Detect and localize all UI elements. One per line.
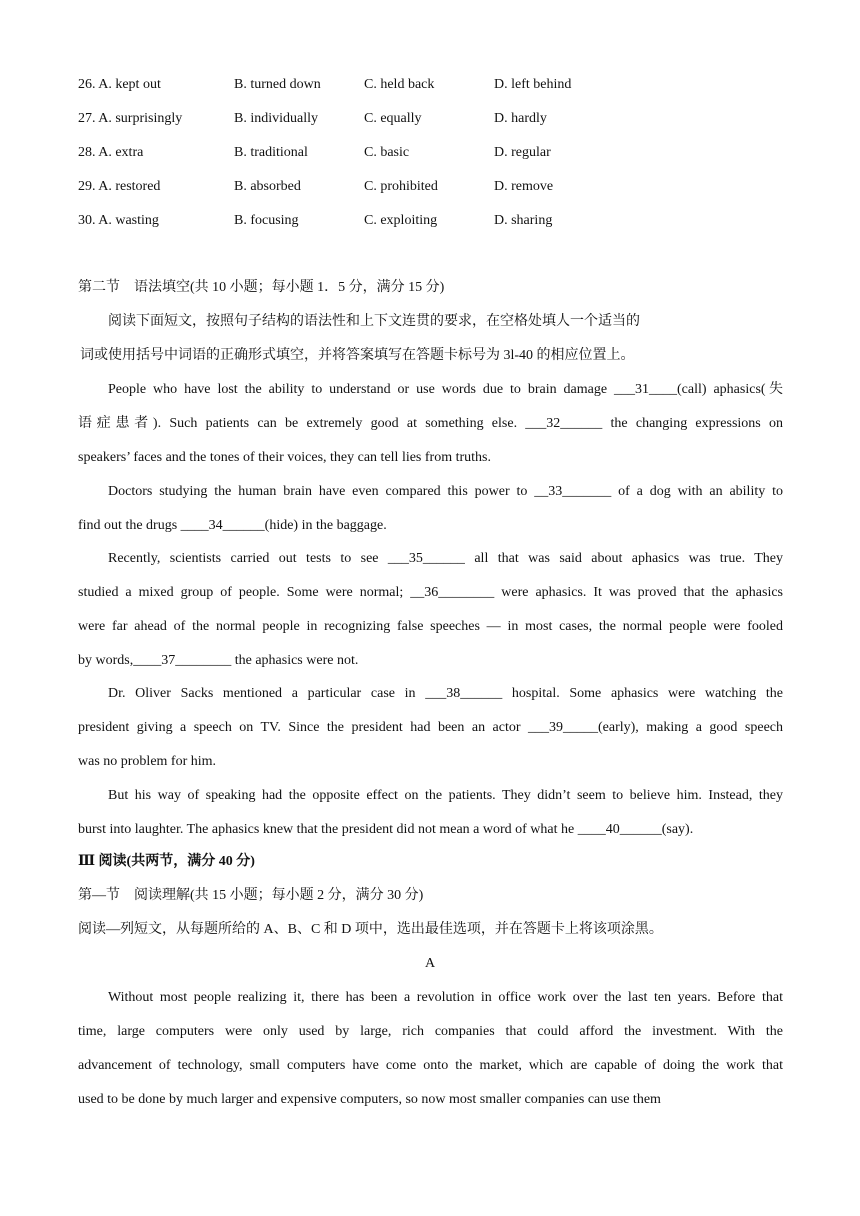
- option-c: C. equally: [364, 111, 422, 126]
- option-c: C. held back: [364, 77, 435, 92]
- option-d: D. hardly: [494, 111, 547, 126]
- question-30-options: [78, 211, 638, 231]
- passage-line: People who have lost the ability to understand or use words due to brain damage ___31____(call) aphasics(失: [108, 382, 783, 397]
- option-c: C. prohibited: [364, 179, 438, 194]
- option-d: D. sharing: [494, 213, 553, 228]
- section-2-instruction-line-1: 阅读下面短文，按照句子结构的语法性和上下文连贯的要求，在空格处填人一个适当的: [108, 314, 640, 329]
- passage-a-line: advancement of technology, small computers have come onto the market, which are capable of doing the work that: [78, 1058, 783, 1073]
- option-a: 30. A. wasting: [78, 213, 159, 228]
- question-29-options: [78, 177, 638, 197]
- passage-a-line: Without most people realizing it, there has been a revolution in office work over the last ten years. Before that: [108, 990, 783, 1005]
- passage-line: But his way of speaking had the opposite effect on the patients. They didn’t seem to believe him. Instead, they: [108, 788, 783, 803]
- option-d: D. regular: [494, 145, 551, 160]
- section-2-heading: 第二节 语法填空(共 10 小题；每小题 1．5 分，满分 15 分): [78, 280, 445, 295]
- passage-line: burst into laughter. The aphasics knew that the president did not mean a word of what he ____40______(say).: [78, 822, 694, 837]
- part-3-instruction: 阅读—列短文，从每题所给的 A、B、C 和 D 项中，选出最佳选项，并在答题卡上将该项涂黑。: [78, 922, 663, 937]
- question-28-options: [78, 143, 638, 163]
- passage-label: A: [424, 956, 436, 971]
- option-c: C. exploiting: [364, 213, 438, 228]
- passage-line: studied a mixed group of people. Some were normal; __36________ were aphasics. It was proved that the aphasics: [78, 585, 783, 600]
- option-a: 29. A. restored: [78, 179, 161, 194]
- passage-a-line: used to be done by much larger and expensive computers, so now most smaller companies can use them: [78, 1092, 661, 1107]
- section-2-instruction-line-2: 词或使用括号中词语的正确形式填空，并将答案填写在答题卡标号为 3l-40 的相应位置上。: [80, 348, 635, 363]
- option-b: B. individually: [234, 111, 318, 126]
- passage-line: find out the drugs ____34______(hide) in the baggage.: [78, 518, 387, 533]
- passage-line: president giving a speech on TV. Since the president had been an actor ___39_____(early), making a good speech: [78, 720, 783, 735]
- option-a: 26. A. kept out: [78, 77, 161, 92]
- option-b: B. focusing: [234, 213, 299, 228]
- option-a: 28. A. extra: [78, 145, 144, 160]
- part-3-section-1-heading: 第—节 阅读理解(共 15 小题；每小题 2 分，满分 30 分): [78, 888, 424, 903]
- question-26-options: [78, 75, 638, 95]
- passage-line: by words,____37________ the aphasics were not.: [78, 653, 359, 668]
- option-b: B. traditional: [234, 145, 308, 160]
- option-d: D. remove: [494, 179, 554, 194]
- option-d: D. left behind: [494, 77, 572, 92]
- passage-line: Recently, scientists carried out tests to see ___35______ all that was said about aphasics was true. They: [108, 551, 783, 566]
- part-3-heading: Ⅲ 阅读(共两节，满分 40 分): [78, 854, 255, 869]
- passage-line: 语症患者). Such patients can be extremely good at something else. ___32______ the changing expressions on: [78, 416, 783, 431]
- question-27-options: [78, 109, 638, 129]
- option-c: C. basic: [364, 145, 410, 160]
- passage-a-line: time, large computers were only used by large, rich companies that could afford the investment. With the: [78, 1024, 783, 1039]
- option-b: B. absorbed: [234, 179, 301, 194]
- passage-line: Doctors studying the human brain have even compared this power to __33_______ of a dog with an ability to: [108, 484, 783, 499]
- option-b: B. turned down: [234, 77, 321, 92]
- option-a: 27. A. surprisingly: [78, 111, 183, 126]
- passage-line: were far ahead of the normal people in recognizing false speeches — in most cases, the normal people were fooled: [78, 619, 783, 634]
- passage-line: was no problem for him.: [78, 754, 217, 769]
- passage-line: Dr. Oliver Sacks mentioned a particular case in ___38______ hospital. Some aphasics were watching the: [108, 686, 783, 701]
- passage-line: speakers’ faces and the tones of their voices, they can tell lies from truths.: [78, 450, 491, 465]
